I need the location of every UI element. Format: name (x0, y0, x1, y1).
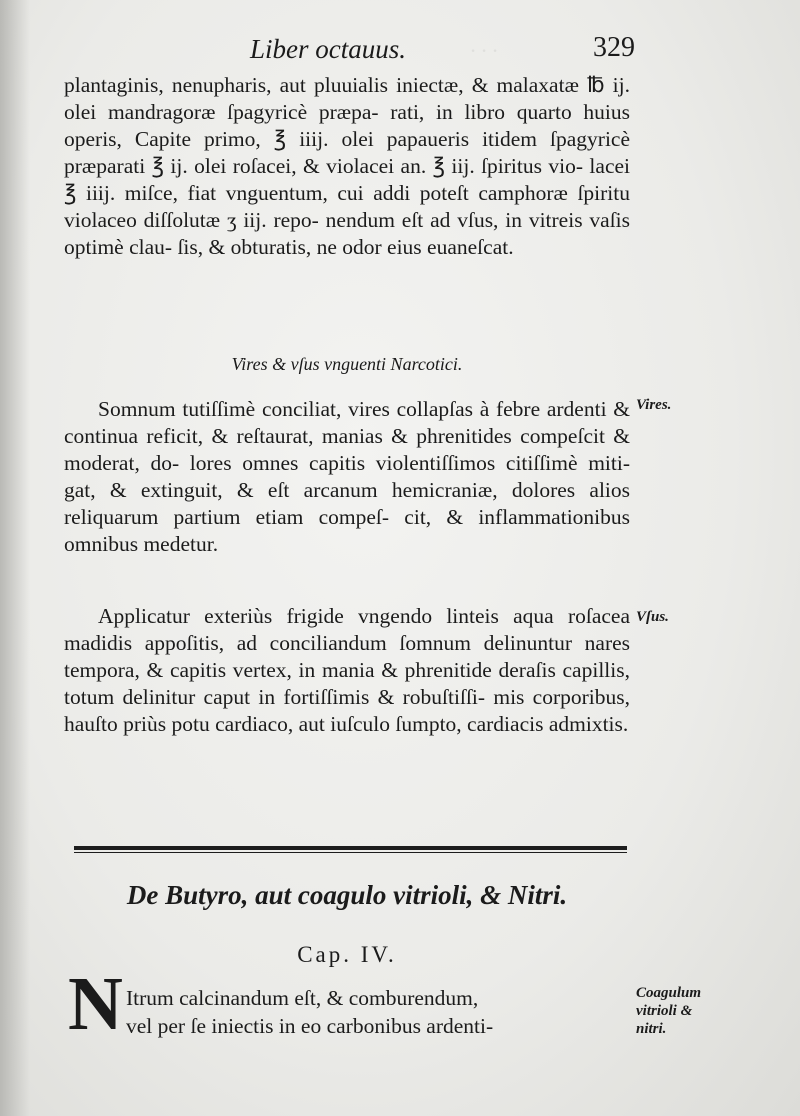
text-line: aqua roſacea madidis appoſitis, ad conciliandum (64, 604, 631, 655)
text-line: cit, & inflammationibus omnibus medetur. (64, 505, 631, 556)
show-through: · · · (470, 38, 498, 63)
text-line: manias & phrenitides compeſcit & moderat, do- (64, 424, 631, 475)
margin-note-line: nitri. (636, 1021, 667, 1037)
page-number: 329 (593, 32, 635, 63)
drop-cap: N (68, 962, 123, 1046)
chapter-number: Cap. IV. (297, 942, 397, 967)
text-line: plantaginis, nenupharis, aut pluuialis iniectæ, & (64, 73, 489, 97)
text-line: lacei ℥ iiij. miſce, fiat vnguentum, cui addi poteſt (64, 154, 630, 205)
text-line: camphoræ ſpiritu violaceo diſſolutæ ʒ iij. repo- (64, 181, 631, 232)
text-line: Applicatur exteriùs frigide vngendo linteis (98, 604, 499, 628)
text-line: iuſculo ſumpto, cardiacis admixtis. (330, 712, 629, 736)
text-line: nendum eſt ad vſus, in vitreis vaſis optimè clau- (64, 208, 631, 259)
text-line: mis corporibus, hauſto priùs potu cardiaco, aut (64, 685, 631, 736)
text-line: ℥ iiij. olei papaueris itidem ſpagyricè præparati (64, 127, 630, 178)
section-rule-thick (74, 846, 627, 850)
section-heading: Vires & vſus vnguenti Narcotici. (231, 354, 463, 374)
paragraph-vires (64, 396, 630, 558)
text-line: vertex, in mania & phrenitide deraſis capillis, (232, 658, 630, 682)
paragraph-recipe (64, 72, 630, 261)
text-line: ſomnum delinuntur nares tempora, & capitis (64, 631, 631, 682)
margin-note-vires: Vires. (636, 397, 672, 413)
text-line: dolores alios reliquarum partium etiam compeſ- (64, 478, 631, 529)
margin-note-usus: Vſus. (636, 609, 669, 625)
text-line: lores omnes capitis violentiſſimos citiſſimè miti- (189, 451, 631, 475)
text-line: ℥ ij. olei roſacei, & violacei an. ℥ iij. ſpiritus vio- (151, 154, 584, 178)
page-header (250, 30, 635, 70)
chapter-title: De Butyro, aut coagulo vitrioli, & Nitri. (126, 880, 568, 910)
paragraph-usus (64, 603, 630, 738)
text-line: vel per ſe iniectis in eo carbonibus ardenti- (126, 1014, 494, 1038)
running-title: Liber octauus. (250, 34, 407, 64)
chapter-paragraph (126, 984, 626, 1040)
section-rule-thin (74, 852, 627, 853)
text-line: Itrum calcinandum eſt, & comburendum, (126, 986, 479, 1010)
text-line: totum delinitur caput in fortiſſimis & robuſtiſſi- (64, 685, 486, 709)
margin-note-coagulum (636, 984, 701, 1038)
text-line: ſis, & obturatis, ne odor eius euaneſcat. (177, 235, 514, 259)
text-line: malaxatæ ℔ ij. olei mandragoræ ſpagyricè præpa- (64, 73, 630, 124)
text-line: à febre ardenti & continua reficit, & reſtaurat, (64, 397, 630, 448)
text-line: rati, in libro quarto huius operis, Capite primo, (64, 100, 630, 151)
margin-note-line: vitrioli & (636, 1003, 693, 1019)
margin-note-line: Coagulum (636, 985, 702, 1001)
text-line: Somnum tutiſſimè conciliat, vires collapſas (98, 397, 473, 421)
text-line: gat, & extinguit, & eſt arcanum hemicraniæ, (64, 478, 498, 502)
